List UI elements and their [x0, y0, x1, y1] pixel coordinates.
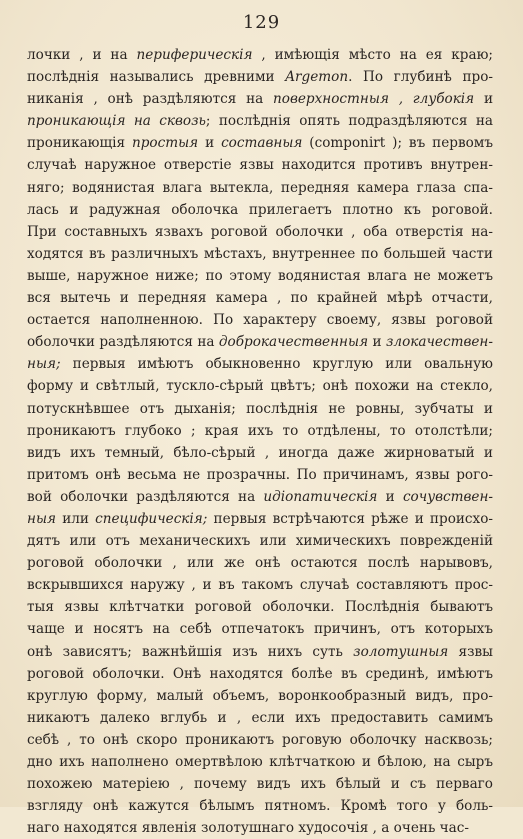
text-line: [27, 729, 493, 751]
text-run: вой оболочки раздѣляются на: [27, 488, 264, 505]
text-run: круглую форму, малый объемъ, воронкообразный видъ, про-: [27, 687, 493, 704]
text-run: , имѣющія мѣсто на ея краю;: [252, 47, 493, 63]
text-run: форму и свѣтлый, тускло-сѣрый цвѣтъ; онѣ похожи на стекло,: [27, 378, 493, 395]
text-line: [27, 508, 493, 530]
text-run: оболочки раздѣляются на: [27, 334, 219, 351]
text-run: дятъ или отъ механическихъ или химическихъ поврежденій: [27, 533, 493, 550]
italic-term: доброкачественныя: [218, 334, 369, 351]
text-line: [27, 663, 493, 685]
text-line: [27, 398, 493, 420]
body-text: [27, 44, 493, 839]
text-line: [27, 243, 493, 265]
text-run: чаще и носятъ на себѣ отпечатокъ причинъ, отъ которыхъ: [27, 621, 493, 638]
text-line: [27, 331, 493, 353]
italic-term: периферическія: [136, 47, 253, 63]
text-line: [27, 574, 493, 596]
text-run: взгляду онѣ кажутся бѣлымъ пятномъ. Кромѣ того у боль-: [27, 798, 493, 815]
italic-term: составныя: [221, 135, 303, 152]
text-line: [27, 530, 493, 552]
italic-term: проникающія на сквозь: [27, 113, 206, 130]
text-run: (componirt ); въ первомъ: [302, 135, 494, 152]
italic-term: специфическія;: [95, 510, 208, 527]
text-line: [27, 773, 493, 795]
italic-term: идіопатическія: [263, 488, 378, 505]
text-run: проникающія: [27, 135, 132, 152]
text-run: тыя язвы клѣтчатки роговой оболочки. Послѣднія бываютъ: [27, 599, 493, 616]
text-run: наго находятся явленія золотушнаго худосочія , а очень час-: [27, 820, 469, 837]
text-run: роговой оболочки. Онѣ находятся болѣе въ срединѣ, имѣютъ: [27, 665, 493, 682]
text-run: вся вытечь и передняя камера , по крайней мѣрѣ отчасти,: [27, 290, 493, 307]
text-run: остается наполненною. По характеру своему, язвы роговой: [27, 312, 493, 329]
page-number: 129: [242, 12, 281, 33]
italic-term: злокачествен-: [386, 334, 493, 351]
text-run: видъ ихъ темный, бѣло-сѣрый , иногда даже жирноватый и: [27, 444, 493, 461]
text-run: первыя имѣютъ обыкновенно круглую или овальную: [60, 356, 493, 373]
text-run: При составныхъ язвахъ роговой оболочки , оба отверстія на-: [27, 223, 493, 240]
text-line: [27, 486, 493, 508]
text-run: роговой оболочки , или же онѣ остаются послѣ нарывовъ,: [27, 555, 493, 572]
italic-term: ныя: [27, 510, 57, 527]
italic-term: сочувствен-: [402, 488, 493, 505]
text-line: [27, 265, 493, 287]
text-run: . По глубинѣ про-: [348, 69, 493, 86]
text-run: похожею матеріею , почему видъ ихъ бѣлый и съ перваго: [27, 776, 493, 793]
text-line: [27, 309, 493, 331]
text-line: [27, 154, 493, 176]
text-run: себѣ , то онѣ скоро проникаютъ роговую оболочку насквозь;: [27, 731, 493, 748]
text-run: и: [368, 334, 386, 351]
text-line: [27, 132, 493, 154]
text-line: [27, 110, 493, 132]
text-run: ходятся въ различныхъ мѣстахъ, внутреннее по большей части: [27, 245, 493, 262]
italic-term: поверхностныя , глубокія: [273, 91, 475, 108]
text-line: [27, 464, 493, 486]
text-line: [27, 618, 493, 640]
text-run: онѣ зависятъ; важнѣйшія изъ нихъ суть: [27, 643, 354, 660]
text-line: [27, 88, 493, 110]
italic-term: ныя;: [27, 356, 61, 373]
text-run: ; послѣднія опять подраздѣляются на: [205, 113, 493, 130]
text-line: [27, 177, 493, 199]
text-line: [27, 353, 493, 375]
text-line: [27, 199, 493, 221]
text-line: [27, 221, 493, 243]
text-line: [27, 817, 493, 839]
text-run: потускнѣвшее отъ дыханія; послѣднія не ровны, зубчаты и: [27, 400, 493, 417]
text-run: вскрывшихся наружу , и въ такомъ случаѣ составляютъ прос-: [27, 577, 493, 594]
text-line: [27, 552, 493, 574]
text-run: или: [56, 510, 96, 527]
text-line: [27, 44, 493, 66]
text-run: и: [474, 91, 493, 108]
italic-term: Argemon: [285, 69, 349, 86]
text-run: случаѣ наружное отверстіе язвы находится противъ внутрен-: [27, 157, 493, 174]
text-run: первыя встрѣчаются рѣже и происхо-: [207, 510, 493, 527]
text-line: [27, 420, 493, 442]
text-run: выше, наружное ниже; по этому водянистая влага не можетъ: [27, 267, 493, 284]
text-run: притомъ онѣ весьма не прозрачны. По причинамъ, язвы рого-: [27, 466, 493, 483]
text-line: [27, 751, 493, 773]
text-run: никанія , онѣ раздѣляются на: [27, 91, 274, 108]
text-run: и: [198, 135, 222, 152]
text-run: няго; водянистая влага вытекла, передняя камера глаза спа-: [27, 179, 493, 196]
text-run: лочки , и на: [27, 47, 137, 63]
text-line: [27, 596, 493, 618]
text-line: [27, 641, 493, 663]
text-run: проникаютъ глубоко ; края ихъ то отдѣлены, то отолстѣли;: [27, 422, 493, 439]
text-line: [27, 707, 493, 729]
text-run: лась и радужная оболочка прилегаетъ плотно къ роговой.: [27, 201, 493, 218]
text-run: послѣднія назывались древними: [27, 69, 286, 86]
italic-term: золотушныя: [353, 643, 449, 660]
text-line: [27, 442, 493, 464]
text-line: [27, 66, 493, 88]
text-line: [27, 375, 493, 397]
text-line: [27, 685, 493, 707]
italic-term: простыя: [131, 135, 199, 152]
text-run: никаютъ далеко вглубь и , если ихъ предоставить самимъ: [27, 709, 493, 726]
text-run: и: [377, 488, 403, 505]
text-line: [27, 287, 493, 309]
text-run: дно ихъ наполнено омертвѣлою клѣтчаткою и бѣлою, на сыръ: [27, 754, 493, 770]
text-run: язвы: [448, 643, 493, 660]
text-line: [27, 795, 493, 817]
